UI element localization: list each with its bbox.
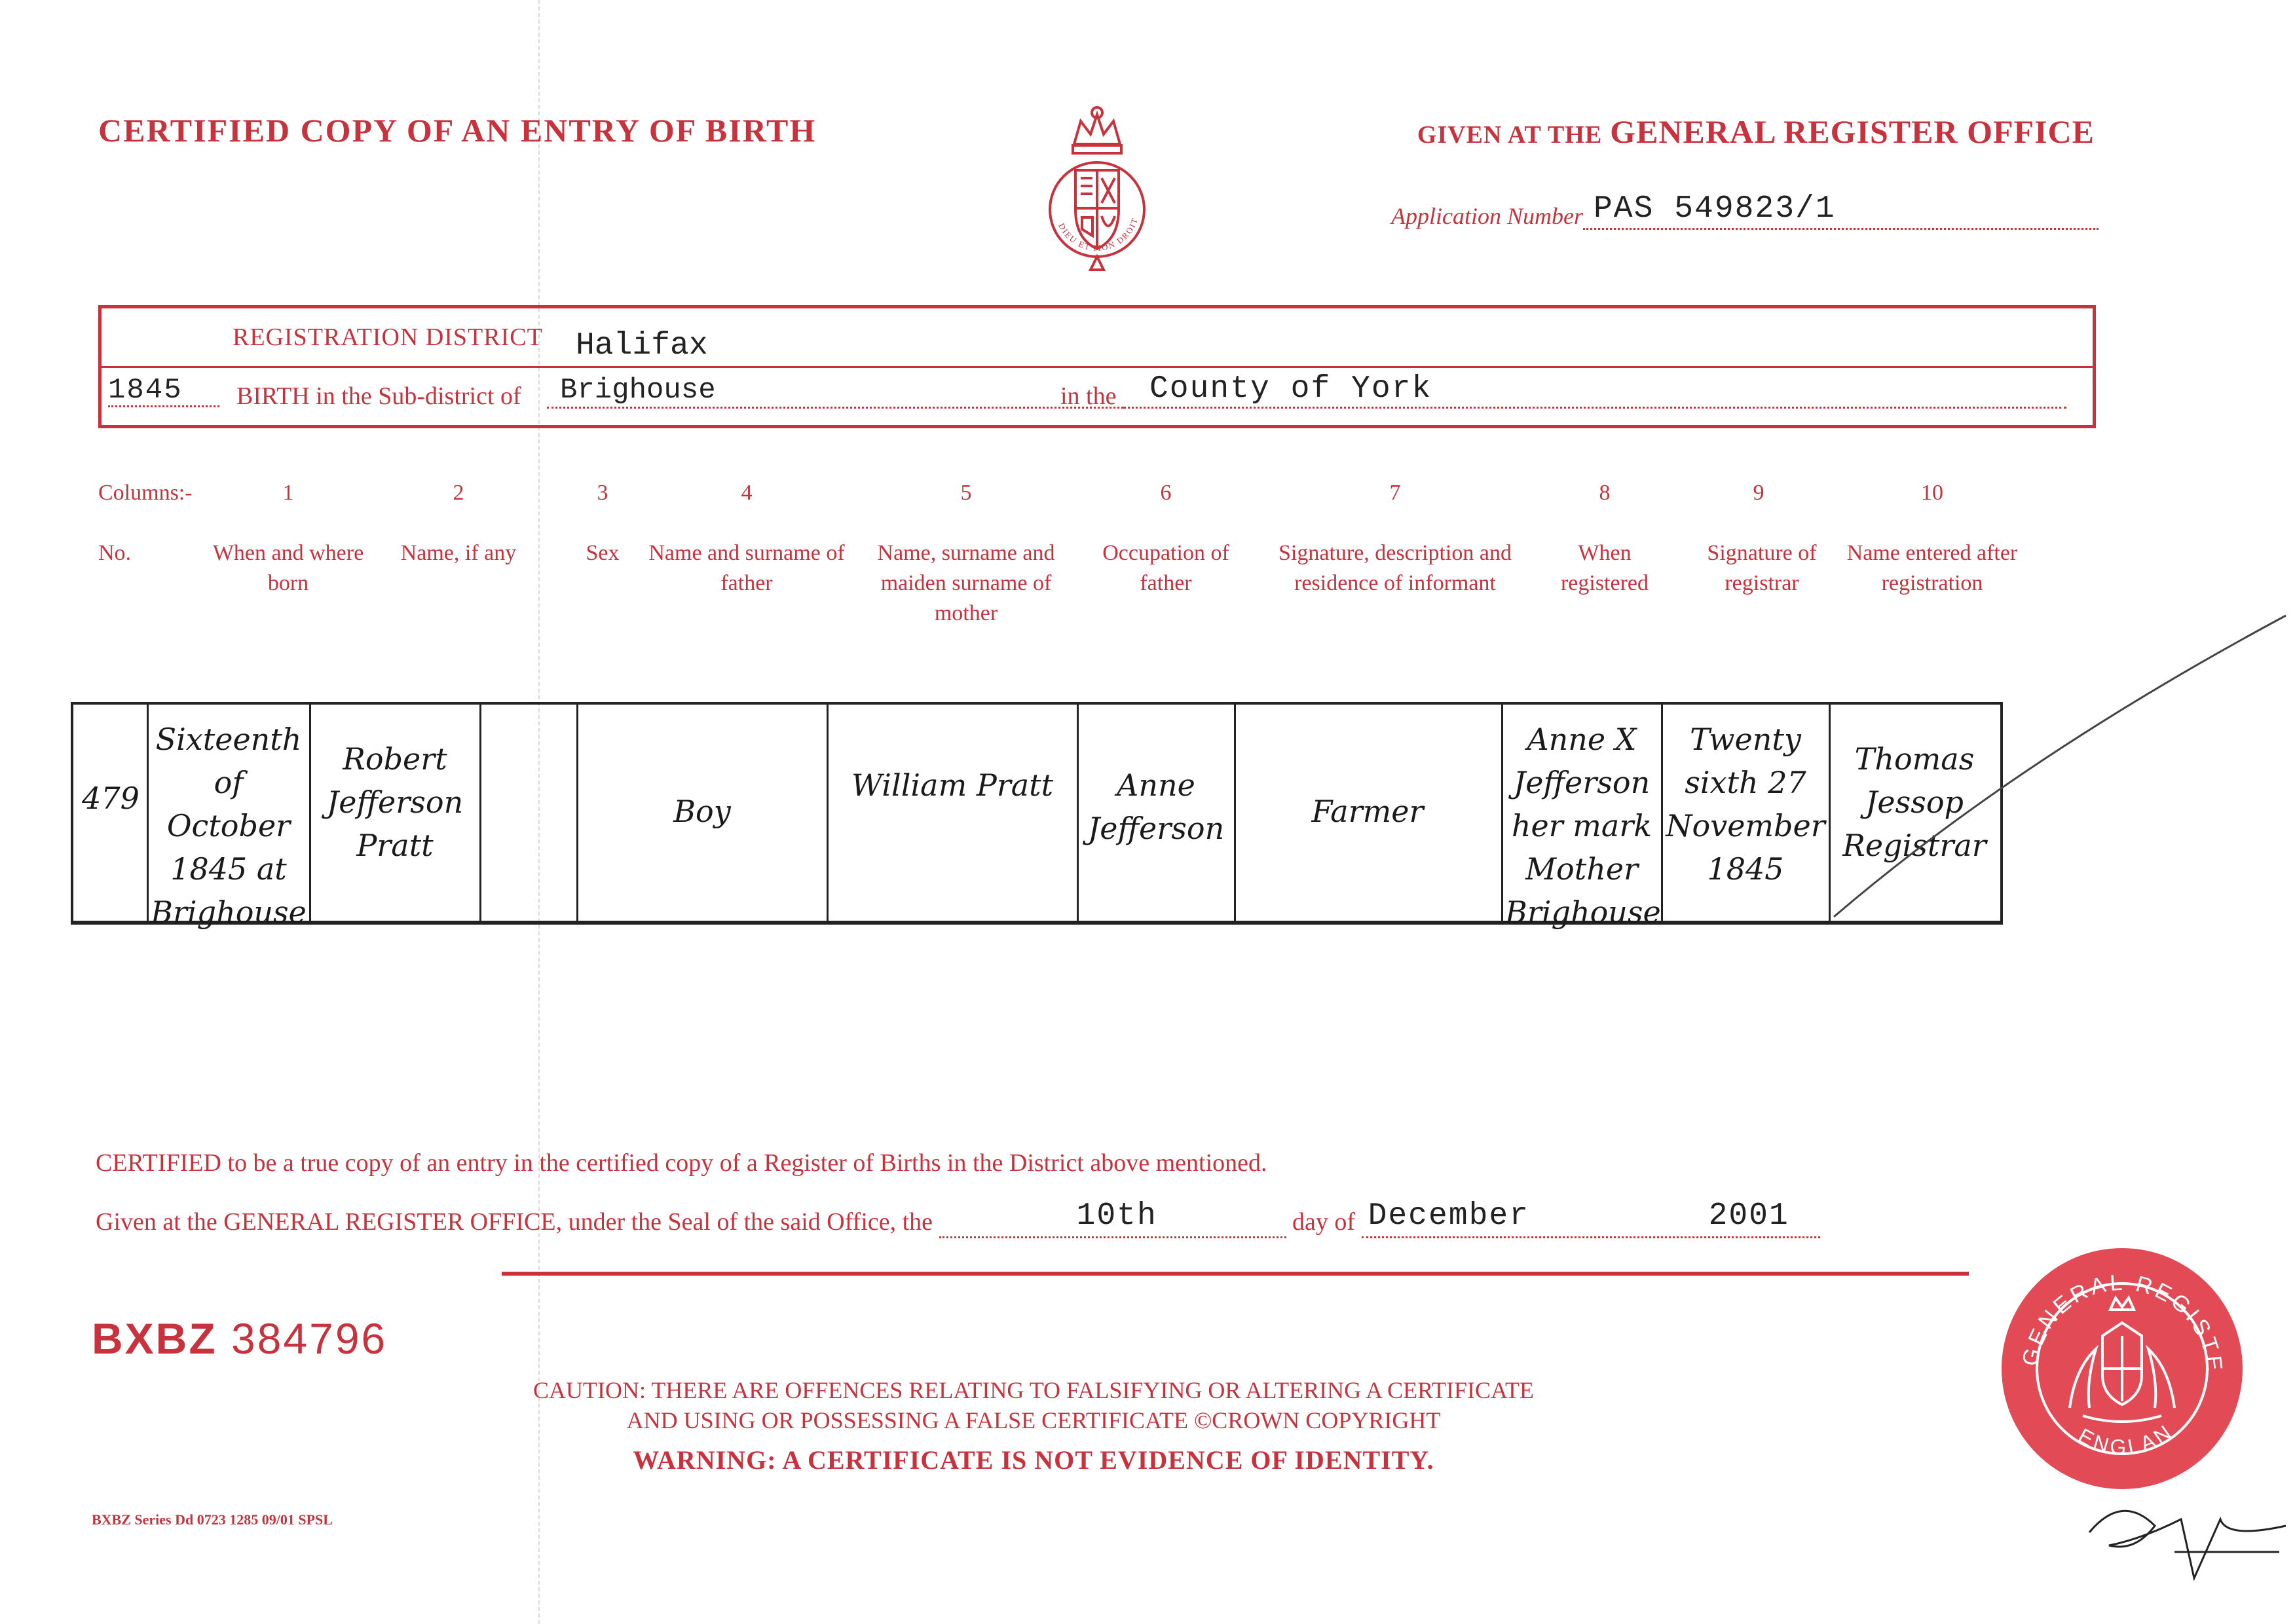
col-5-number: 5 [960,481,972,505]
given-at-line [96,1198,1982,1238]
columns-label: Columns:- [98,481,193,505]
application-number-row [1391,191,2099,230]
entry-table [71,702,2003,930]
subdistrict-label: BIRTH in the Sub-district of [236,382,521,410]
col-10-number: 10 [1921,481,1943,505]
no-label: No. [98,541,132,565]
caution-line-1: CAUTION: THERE ARE OFFENCES RELATING TO FALSIFYING OR ALTERING A CERTIFICATE [533,1377,1534,1403]
serial-number [92,1314,387,1363]
col-5-title: Name, surname and maiden surname of mother [877,541,1055,625]
day-of-label: day of [1292,1208,1356,1236]
year-underline [108,405,219,407]
col-2-number: 2 [453,481,464,505]
application-label: Application Number [1391,203,1583,229]
entry-informant: Anne X Jefferson her mark Mother Brighouse [1505,722,1661,930]
entry-father: William Pratt [851,767,1054,803]
svg-text:GENERAL REGISTER OFFICE: GENERAL REGISTE [2017,1270,2228,1375]
caution-line-2: AND USING OR POSSESSING A FALSE CERTIFICATE ©CROWN COPYRIGHT [626,1407,1441,1433]
entry-when-where: Sixteenth of October 1845 at Brighouse [151,722,307,930]
col-8-title: When registered [1560,541,1649,595]
col-divider [1501,705,1503,921]
separator-rule [502,1272,1969,1276]
entry-child-name: Robert Jefferson Pratt [326,741,464,863]
col-3-title: Sex [586,541,620,565]
entry-registrar: Thomas Jessop Registrar [1842,741,1987,863]
col-9-number: 9 [1753,481,1764,505]
royal-crest-icon [1041,105,1153,275]
col-divider [309,705,311,921]
col-2-title: Name, if any [400,541,517,565]
office-name: GENERAL REGISTER OFFICE [1610,113,2095,150]
identity-warning: WARNING: A CERTIFICATE IS NOT EVIDENCE OF IDENTITY. [633,1445,1434,1475]
registration-year: 1845 [108,374,183,407]
col-divider [479,705,481,921]
svg-text:ENGLAND: ENGLAN [2074,1418,2178,1459]
col-4-title: Name and surname of father [648,541,845,595]
entry-mother: Anne Jefferson [1087,767,1225,846]
col-1-number: 1 [282,481,294,505]
col-divider [827,705,829,921]
county-underline [1123,407,2066,409]
col-divider [1661,705,1663,921]
seal-signature [2083,1480,2292,1598]
subdistrict-value: Brighouse [560,374,716,407]
registration-district-box [98,305,2096,428]
certificate-year: 2001 [1708,1198,1789,1234]
cancellation-line [1821,609,2292,923]
month-year-field [1362,1198,1820,1238]
col-7-title: Signature, description and residence of informant [1278,541,1512,595]
col-7-number: 7 [1389,481,1401,505]
district-label: REGISTRATION DISTRICT [233,323,543,351]
entry-sex: Boy [673,794,731,829]
in-the-label: in the [1060,382,1117,410]
general-register-office-seal [1998,1244,2247,1493]
col-6-number: 6 [1160,481,1172,505]
district-divider [102,366,2093,368]
col-8-number: 8 [1599,481,1611,505]
given-at-prefix: Given at the GENERAL REGISTER OFFICE, under the Seal of the said Office, the [96,1208,933,1236]
col-10-title: Name entered after registration [1846,541,2018,595]
serial-digits: 384796 [231,1314,388,1363]
caution-notice [503,1375,1564,1435]
certificate-day: 10th [1076,1198,1157,1234]
entry-occupation: Farmer [1311,794,1424,829]
entry-when-registered: Twenty sixth 27 November 1845 [1666,722,1825,887]
svg-text:DIEU ET MON DROIT: DIEU ET MON DROIT [1056,215,1140,253]
col-9-title: Signature of registrar [1707,541,1817,595]
application-number: PAS 549823/1 [1583,191,2099,230]
col-1-title: When and where born [212,541,364,595]
certification-statement: CERTIFIED to be a true copy of an entry in the certified copy of a Register of Births in the District above mentioned. [96,1149,1267,1177]
given-at-office [1417,113,2095,151]
form-reference: BXBZ Series Dd 0723 1285 09/01 SPSL [92,1511,333,1528]
col-6-title: Occupation of father [1102,541,1229,595]
subdistrict-underline [547,407,1123,409]
certificate-month: December [1368,1198,1529,1234]
county-value: County of York [1149,371,1432,407]
given-prefix: GIVEN AT THE [1417,121,1603,149]
col-4-number: 4 [741,481,753,505]
entry-number: 479 [82,781,140,816]
col-divider [576,705,578,921]
col-divider [1234,705,1236,921]
day-field [939,1198,1286,1238]
district-value: Halifax [576,328,708,363]
col-3-number: 3 [597,481,608,505]
serial-prefix: BXBZ [92,1314,217,1363]
col-divider [1077,705,1079,921]
col-divider [147,705,149,921]
certificate-title: CERTIFIED COPY OF AN ENTRY OF BIRTH [98,112,817,149]
